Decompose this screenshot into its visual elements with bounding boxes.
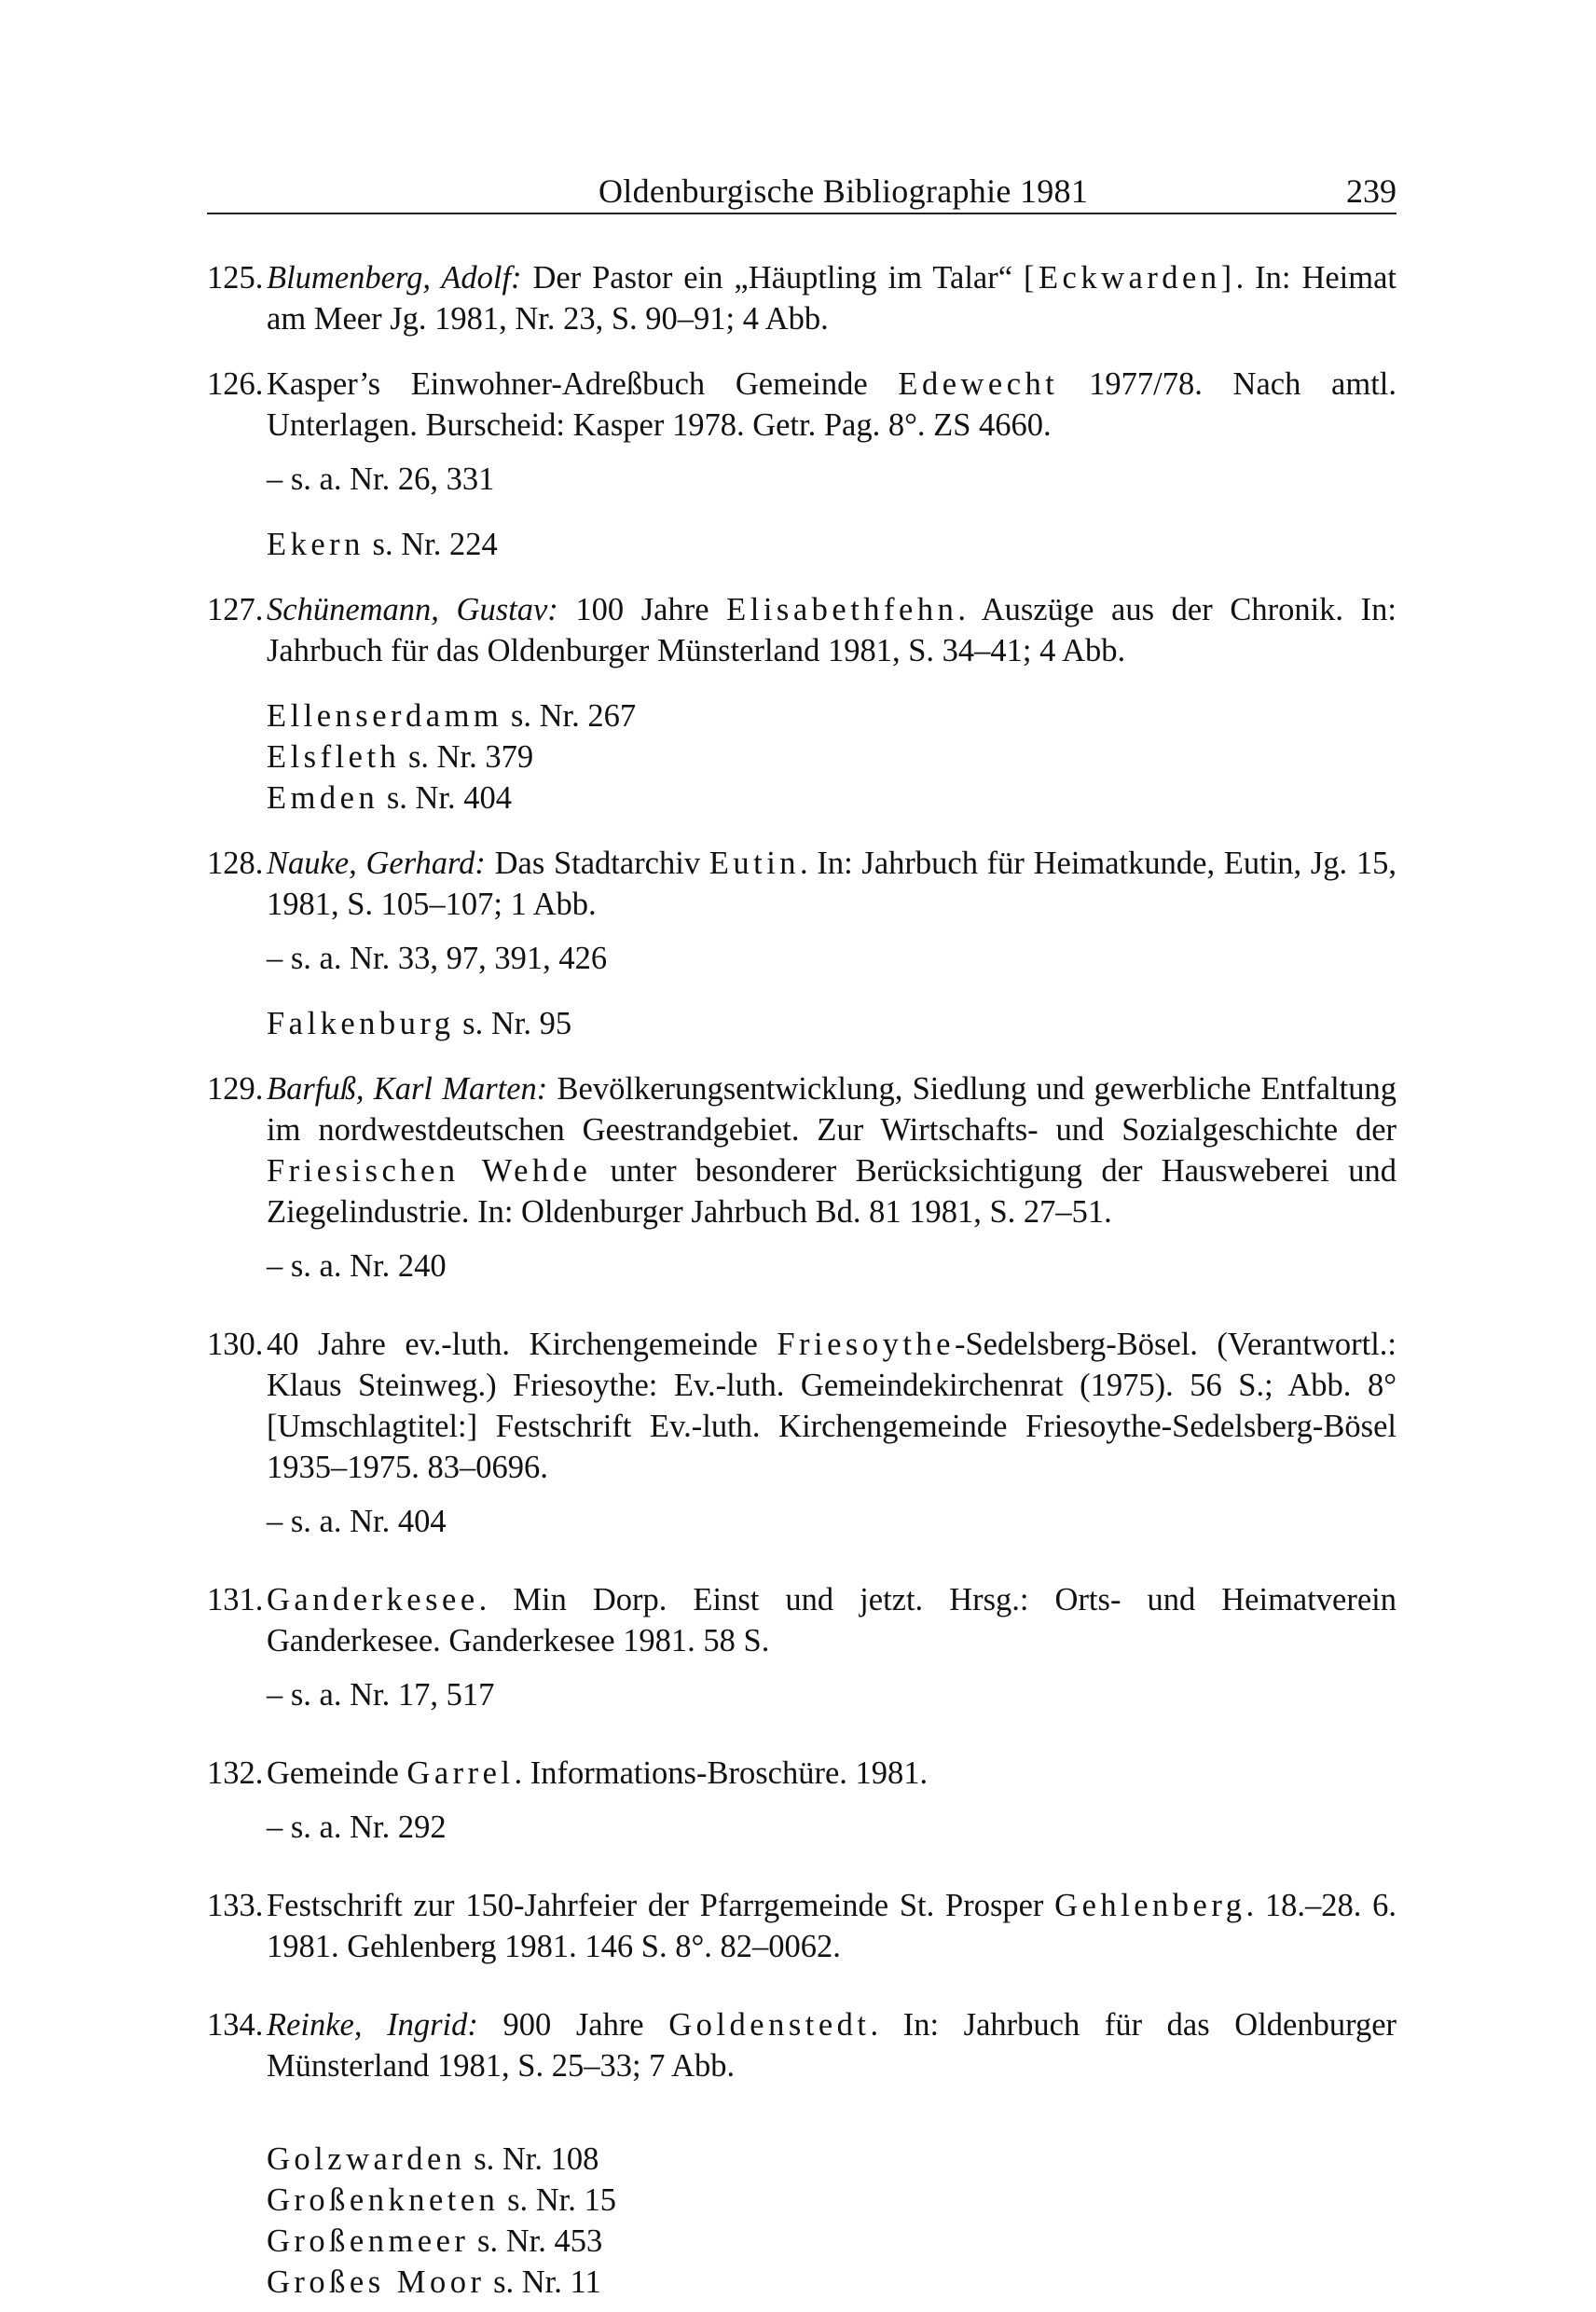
entry-text: Das Stadtarchiv (485, 846, 709, 881)
place-name: Gehlenberg (1054, 1888, 1246, 1923)
reference-number: s. Nr. 379 (400, 739, 534, 775)
entry-author: Nauke, Gerhard: (267, 846, 486, 881)
cross-reference: – s. a. Nr. 33, 97, 391, 426 (267, 941, 608, 976)
place-name: Großenmeer (267, 2223, 470, 2259)
place-name: Elisabethfehn (726, 592, 958, 627)
cross-reference: – s. a. Nr. 26, 331 (267, 461, 495, 497)
place-name: Falkenburg (267, 1006, 455, 1041)
page-header (207, 164, 1396, 214)
bibliography-body (207, 257, 1396, 2303)
entry-text: unter besonderer Berücksichtigung der Hausweberei und Ziegelindustrie. In: Oldenburger Jahrbuch Bd. 81 1981, S. 27–51. (267, 1153, 1396, 1230)
running-title: Oldenburgische Bibliographie 1981 (598, 172, 1089, 210)
place-name: Friesischen Wehde (267, 1153, 592, 1189)
place-name: [Eckwarden] (1023, 260, 1236, 296)
entry-133 (207, 1885, 1396, 1967)
entry-author: Reinke, Ingrid: (267, 2007, 478, 2043)
cross-reference: – s. a. Nr. 404 (267, 1504, 447, 1539)
location-reference (207, 695, 1396, 736)
location-reference (207, 524, 1396, 565)
reference-number: s. Nr. 453 (469, 2223, 603, 2259)
location-reference (207, 2221, 1396, 2262)
entry-text: . In: Heimat am Meer Jg. 1981, Nr. 23, S. 90–91; 4 Abb. (267, 260, 1396, 337)
entry-text: . In: Jahrbuch für Heimatkunde, Eutin, Jg. 15, 1981, S. 105–107; 1 Abb. (267, 846, 1396, 922)
entry-text: Gemeinde (267, 1755, 407, 1791)
entry-127 (207, 589, 1396, 671)
place-name: Großenkneten (267, 2182, 500, 2218)
entry-128 (207, 843, 1396, 925)
entry-125 (207, 257, 1396, 339)
entry-129 (207, 1068, 1396, 1232)
reference-number: s. Nr. 404 (378, 780, 513, 816)
reference-number: s. Nr. 11 (485, 2264, 601, 2300)
location-reference (207, 736, 1396, 778)
entry-number: 128. (207, 846, 264, 881)
entry-text: . Auszüge aus der Chronik. In: Jahrbuch für das Oldenburger Münsterland 1981, S. 34–41; 4 Abb. (267, 592, 1396, 668)
entry-text: 1977/78. Nach amtl. Unterlagen. Burscheid: Kasper 1978. Getr. Pag. 8°. ZS 4660. (267, 366, 1396, 443)
entry-number: 129. (207, 1071, 264, 1107)
place-name: Ekern (267, 527, 365, 562)
place-name: Eutin (709, 846, 801, 881)
place-name: Edewecht (898, 366, 1059, 402)
entry-text: Festschrift zur 150-Jahrfeier der Pfarrgemeinde St. Prosper (267, 1888, 1055, 1923)
entry-text: . In: Jahrbuch für das Oldenburger Münsterland 1981, S. 25–33; 7 Abb. (267, 2007, 1397, 2084)
cross-reference: – s. a. Nr. 240 (267, 1248, 447, 1284)
cross-reference: – s. a. Nr. 17, 517 (267, 1677, 495, 1713)
entry-134 (207, 2004, 1396, 2086)
reference-number: s. Nr. 224 (364, 527, 498, 562)
page-number: 239 (1346, 172, 1396, 210)
entry-131 (207, 1579, 1396, 1661)
place-name: Ganderkesee (267, 1582, 479, 1617)
entry-130 (207, 1324, 1396, 1488)
location-reference (207, 2180, 1396, 2221)
cross-reference: – s. a. Nr. 292 (267, 1810, 447, 1845)
entry-text: Der Pastor ein „Häuptling im Talar“ (521, 260, 1024, 296)
entry-126 (207, 364, 1396, 446)
entry-text: 100 Jahre (557, 592, 727, 627)
entry-number: 127. (207, 592, 264, 627)
entry-author: Barfuß, Karl Marten: (267, 1071, 548, 1107)
place-name: Garrel (406, 1755, 515, 1791)
entry-text: 40 Jahre ev.-luth. Kirchengemeinde (267, 1327, 777, 1362)
entry-number: 132. (207, 1755, 264, 1791)
reference-number: s. Nr. 15 (499, 2182, 616, 2218)
reference-number: s. Nr. 108 (465, 2141, 599, 2177)
place-name: Golzwarden (267, 2141, 466, 2177)
entry-number: 131. (207, 1582, 264, 1617)
entry-author: Blumenberg, Adolf: (267, 260, 522, 296)
entry-text: Kasper’s Einwohner-Adreßbuch Gemeinde (267, 366, 899, 402)
reference-number: s. Nr. 95 (454, 1006, 572, 1041)
entry-text: -Sedelsberg-Bösel. (Verantwortl.: Klaus Steinweg.) Friesoythe: Ev.-luth. Gemeindekirchenrat (1975). 56 S.; Abb. 8° [Umschlagtitel:] Festschrift Ev.-luth. Kirchengemeinde Friesoythe-Sedelsberg-Bösel 1935–1975. 83–0696. (267, 1327, 1396, 1485)
location-reference (207, 2262, 1396, 2303)
entry-number: 130. (207, 1327, 264, 1362)
place-name: Ellenserdamm (267, 698, 503, 734)
entry-132 (207, 1753, 1396, 1794)
location-reference (207, 1003, 1396, 1044)
entry-text: . 18.–28. 6. 1981. Gehlenberg 1981. 146 S. 8°. 82–0062. (267, 1888, 1396, 1964)
location-reference (207, 778, 1396, 819)
place-name: Friesoythe (777, 1327, 955, 1362)
reference-number: s. Nr. 267 (502, 698, 637, 734)
entry-number: 125. (207, 260, 264, 296)
entry-text: . Informations-Broschüre. 1981. (514, 1755, 929, 1791)
entry-text: Bevölkerungsentwicklung, Siedlung und gewerbliche Entfaltung im nordwestdeutschen Geestrandgebiet. Zur Wirtschafts- und Sozialgeschichte der (267, 1071, 1396, 1148)
entry-author: Schünemann, Gustav: (267, 592, 558, 627)
entry-text: . Min Dorp. Einst und jetzt. Hrsg.: Orts- und Heimatverein Ganderkesee. Ganderkesee 1981. 58 S. (267, 1582, 1396, 1658)
place-name: Emden (267, 780, 379, 816)
entry-number: 126. (207, 366, 264, 402)
entry-number: 134. (207, 2007, 264, 2043)
entry-text: 900 Jahre (477, 2007, 669, 2043)
place-name: Goldenstedt (668, 2007, 871, 2043)
entry-number: 133. (207, 1888, 264, 1923)
place-name: Großes Moor (267, 2264, 486, 2300)
place-name: Elsfleth (267, 739, 401, 775)
location-reference (207, 2139, 1396, 2180)
